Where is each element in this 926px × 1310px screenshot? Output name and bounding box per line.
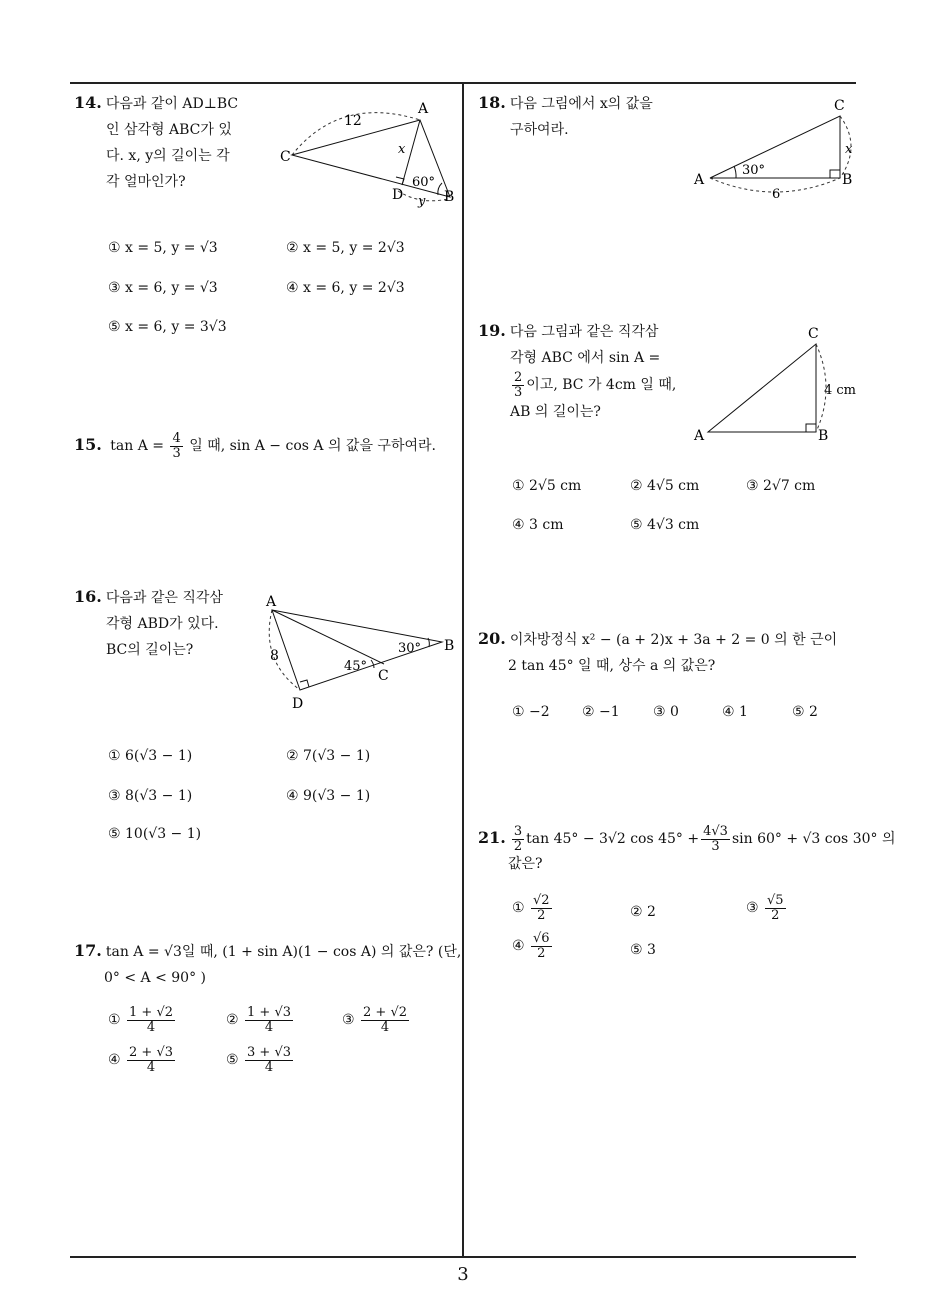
x-label: x: [845, 142, 853, 157]
choice-2[interactable]: ② −1: [582, 704, 620, 720]
choice-4[interactable]: ④ 1: [722, 704, 748, 720]
question-line: 다음 그림과 같은 직각삼: [509, 324, 659, 340]
vertex-label-a: A: [266, 594, 277, 610]
vertex-label-b: B: [842, 172, 853, 188]
column-divider: [462, 82, 464, 1258]
choice-2[interactable]: ② 7(√3 − 1): [286, 748, 371, 764]
choice-1[interactable]: ① x = 5, y = √3: [108, 240, 218, 256]
choice-3[interactable]: ③ $\frac{√5}{2}$: [746, 893, 784, 923]
question-line: AB 의 길이는?: [510, 404, 601, 421]
angle-45-label: 45°: [344, 659, 368, 674]
question-18: [478, 90, 688, 143]
x-label: x: [398, 142, 406, 157]
question-line: 각형 ABC 에서 sin A =: [510, 350, 661, 366]
fraction: $\frac{4√3}{3}$: [703, 823, 728, 854]
question-number: 15.: [74, 435, 102, 455]
question-number: 18.: [478, 93, 506, 112]
question-19: [478, 318, 688, 425]
question-line: 각 얼마인가?: [106, 174, 186, 190]
length-label: 6: [772, 187, 781, 202]
question-line: BC의 길이는?: [106, 642, 194, 658]
choice-1[interactable]: ① 2√5 cm: [512, 478, 582, 494]
choice-1[interactable]: ① 6(√3 − 1): [108, 748, 193, 764]
angle-label: 30°: [742, 163, 766, 178]
question-15: [74, 432, 454, 460]
question-21: [478, 820, 896, 877]
vertex-label-d: D: [292, 696, 304, 712]
choice-3[interactable]: ③ 0: [653, 704, 679, 720]
question-16: [74, 584, 264, 663]
choice-3[interactable]: ③ 8(√3 − 1): [108, 788, 193, 804]
choice-2[interactable]: ② 4√5 cm: [630, 478, 700, 494]
question-line: 이고, BC 가 4cm 일 때,: [526, 377, 677, 394]
length-label: 12: [344, 113, 362, 129]
question-text-post: 일 때, sin A − cos A 의 값을 구하여라.: [189, 438, 436, 455]
q18-triangle-figure: [690, 96, 860, 206]
vertex-label-a: A: [418, 101, 429, 117]
question-part: tan 45° − 3√2 cos 45° +: [526, 831, 700, 847]
question-number: 19.: [478, 321, 506, 340]
question-20: [478, 626, 863, 679]
choice-5[interactable]: ⑤ 2: [792, 704, 818, 720]
question-line: 이차방정식 x² − (a + 2)x + 3a + 2 = 0 의 한 근이: [509, 632, 838, 648]
question-14: [74, 90, 264, 195]
q14-triangle-figure: [270, 95, 460, 210]
vertex-label-c: C: [808, 326, 819, 342]
choice-3[interactable]: ③ $\frac{2 + √2}{4}$: [342, 1005, 407, 1035]
question-number: 20.: [478, 629, 506, 648]
choice-4[interactable]: ④ 9(√3 − 1): [286, 788, 371, 804]
choice-1[interactable]: ① $\frac{1 + √2}{4}$: [108, 1005, 173, 1035]
q16-triangle-figure: [258, 590, 462, 715]
vertex-label-c: C: [834, 98, 845, 114]
fraction: $\frac{2}{3}$: [514, 370, 523, 400]
choice-1[interactable]: ① −2: [512, 704, 550, 720]
question-text-pre: tan A =: [110, 438, 165, 455]
vertex-label-d: D: [392, 187, 404, 203]
angle-30-label: 30°: [398, 641, 422, 656]
vertex-label-b: B: [444, 638, 455, 654]
question-line: 구하여라.: [510, 122, 569, 138]
vertex-label-a: A: [694, 428, 705, 444]
question-number: 16.: [74, 587, 102, 606]
fraction: $\frac{4}{3}$: [172, 431, 181, 461]
question-line: 각형 ABD가 있다.: [106, 616, 219, 632]
question-line: 다음과 같은 직각삼: [105, 590, 223, 606]
choice-2[interactable]: ② x = 5, y = 2√3: [286, 240, 405, 256]
vertex-label-b: B: [818, 428, 829, 444]
question-line: 다음과 같이 AD⊥BC: [105, 96, 239, 112]
y-label: y: [418, 194, 426, 209]
question-line: 다음 그림에서 x의 값을: [509, 96, 653, 112]
question-line: tan A = √3일 때, (1 + sin A)(1 − cos A) 의 값은? (단,: [105, 944, 462, 960]
choice-5[interactable]: ⑤ $\frac{3 + √3}{4}$: [226, 1045, 291, 1075]
choice-5[interactable]: ⑤ x = 6, y = 3√3: [108, 319, 227, 335]
vertex-label-a: A: [694, 172, 705, 188]
choice-2[interactable]: ② $\frac{1 + √3}{4}$: [226, 1005, 291, 1035]
question-line: 값은?: [508, 856, 543, 872]
angle-label: 60°: [412, 175, 436, 190]
choice-4[interactable]: ④ x = 6, y = 2√3: [286, 280, 405, 296]
vertex-label-c: C: [280, 149, 291, 165]
vertex-label-c: C: [378, 668, 389, 684]
question-number: 14.: [74, 93, 102, 112]
length-label: 8: [270, 648, 279, 664]
choice-4[interactable]: ④ $\frac{2 + √3}{4}$: [108, 1045, 173, 1075]
question-17: [74, 938, 462, 991]
choice-4[interactable]: ④ $\frac{√6}{2}$: [512, 931, 550, 961]
page-number: 3: [457, 1264, 469, 1285]
choice-1[interactable]: ① $\frac{√2}{2}$: [512, 893, 550, 923]
choice-4[interactable]: ④ 3 cm: [512, 517, 564, 533]
bottom-rule: [70, 1256, 856, 1258]
question-line: 2 tan 45° 일 때, 상수 a 의 값은?: [508, 658, 716, 674]
choice-3[interactable]: ③ 2√7 cm: [746, 478, 816, 494]
q19-triangle-figure: [690, 322, 860, 450]
choice-2[interactable]: ② 2: [630, 904, 656, 920]
vertex-label-b: B: [444, 189, 455, 205]
choice-3[interactable]: ③ x = 6, y = √3: [108, 280, 218, 296]
question-number: 21.: [478, 828, 506, 847]
question-line: 0° < A < 90° ): [104, 970, 207, 986]
question-number: 17.: [74, 941, 102, 960]
choice-5[interactable]: ⑤ 10(√3 − 1): [108, 826, 202, 842]
choice-5[interactable]: ⑤ 4√3 cm: [630, 517, 700, 533]
question-part: sin 60° + √3 cos 30° 의: [731, 831, 896, 847]
fraction: $\frac{3}{2}$: [513, 823, 523, 854]
question-line: 다. x, y의 길이는 각: [106, 148, 230, 164]
length-label: 4 cm: [824, 383, 857, 398]
question-line: 인 삼각형 ABC가 있: [106, 122, 232, 138]
choice-5[interactable]: ⑤ 3: [630, 942, 656, 958]
